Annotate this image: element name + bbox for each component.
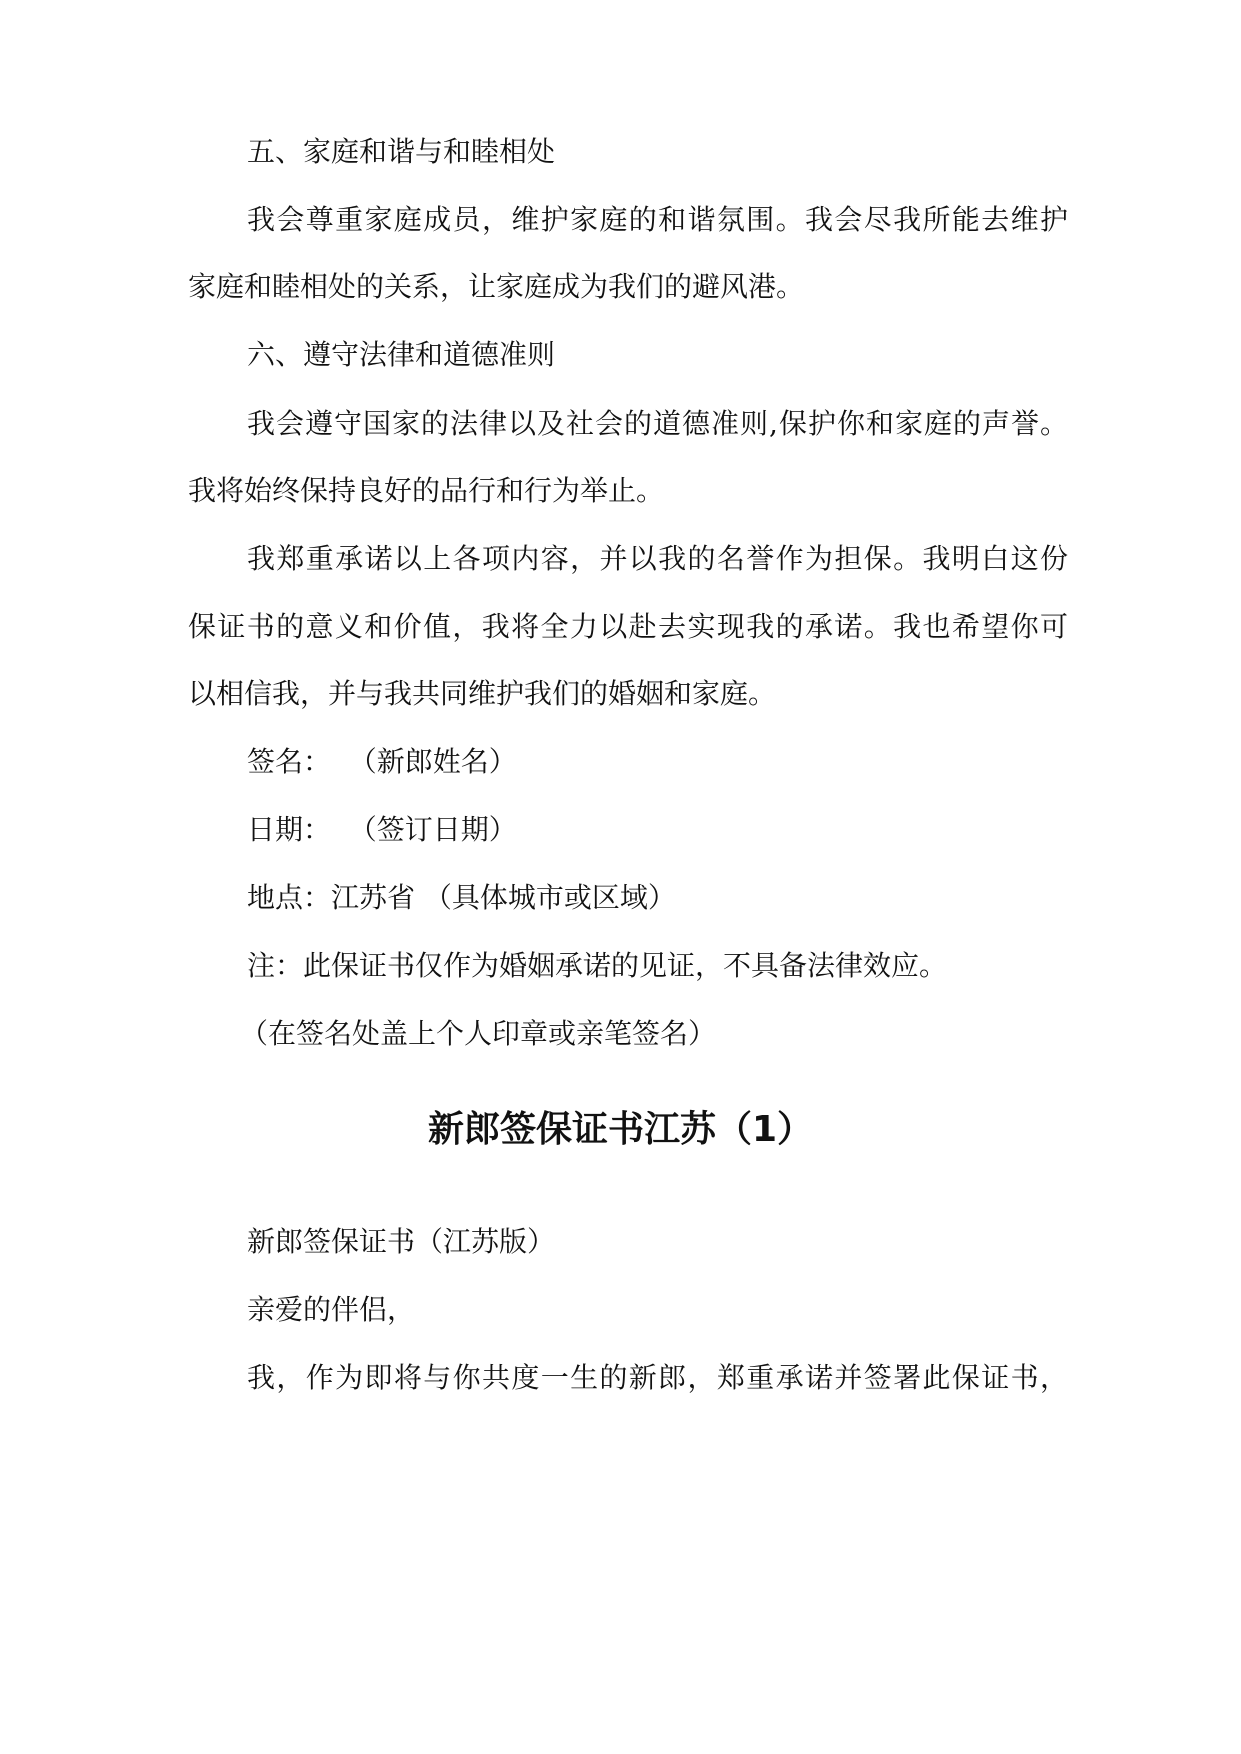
location-field: 地点：江苏省 （具体城市或区域） (247, 881, 676, 914)
pledge-paragraph-line: 保证书的意义和价值，我将全力以赴去实现我的承诺。我也希望你可 (188, 610, 1068, 643)
pledge-paragraph-line: 以相信我，并与我共同维护我们的婚姻和家庭。 (188, 677, 777, 710)
opening-paragraph-line: 我，作为即将与你共度一生的新郎，郑重承诺并签署此保证书， (247, 1361, 1068, 1394)
second-document-title: 新郎签保证书江苏（1） (427, 1109, 814, 1150)
section-six-paragraph-line: 我将始终保持良好的品行和行为举止。 (188, 474, 665, 507)
second-document-subtitle: 新郎签保证书（江苏版） (247, 1225, 556, 1258)
section-six-heading: 六、遵守法律和道德准则 (247, 338, 556, 371)
date-field: 日期： （签订日期） (247, 813, 517, 846)
section-five-paragraph-line: 我会尊重家庭成员，维护家庭的和谐氛围。我会尽我所能去维护 (247, 203, 1068, 236)
section-five-paragraph-line: 家庭和睦相处的关系，让家庭成为我们的避风港。 (188, 270, 805, 303)
greeting: 亲爱的伴侣， (247, 1293, 416, 1326)
disclaimer-note: 注：此保证书仅作为婚姻承诺的见证，不具备法律效应。 (247, 949, 948, 982)
pledge-paragraph-line: 我郑重承诺以上各项内容，并以我的名誉作为担保。我明白这份 (247, 542, 1068, 575)
seal-note: （在签名处盖上个人印章或亲笔签名） (240, 1017, 717, 1050)
section-six-paragraph-line: 我会遵守国家的法律以及社会的道德准则,保护你和家庭的声誉。 (247, 407, 1068, 440)
signature-field: 签名： （新郎姓名） (247, 745, 517, 778)
section-five-heading: 五、家庭和谐与和睦相处 (247, 135, 556, 168)
